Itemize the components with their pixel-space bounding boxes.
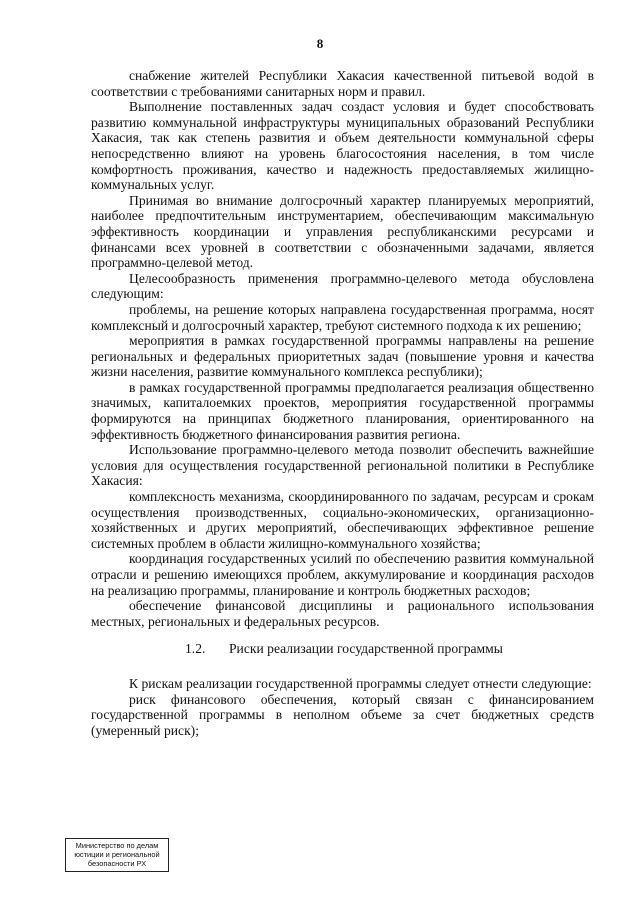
- paragraph: К рискам реализации государственной программы следует отнести следующие:: [129, 675, 592, 691]
- list-item: риск финансового обеспечения, который связан с финансированием государственной программы в неполном объеме за счет бюджетных средств (умеренный риск);: [91, 691, 594, 738]
- page-number: 8: [316, 36, 324, 51]
- list-item: обеспечение финансовой дисциплины и рационального использования местных, региональных и федеральных ресурсов.: [91, 598, 594, 629]
- paragraph: Выполнение поставленных задач создаст условия и будет способствовать развитию коммунальной инфраструктуры муниципальных образований Республики Хакасия, так как степень развития и объем деятельности коммунальной сферы непосредственно влияют на уровень благосостояния населения, в том числе комфортность проживания, качество и надежность предоставляемых жилищно-коммунальных услуг.: [91, 99, 594, 193]
- paragraph: Принимая во внимание долгосрочный характер планируемых мероприятий, наиболее предпочтительным инструментарием, обеспечивающим максимальную эффективность координации и управления республиканскими ресурсами и финансами всех уровней в соответствии с обозначенными задачами, является программно-целевой метод.: [91, 192, 594, 271]
- list-item: комплексность механизма, скоординированного по задачам, ресурсам и срокам осуществления производственных, социально-экономических, организационно-хозяйственных и других мероприятий, обеспечивающих эффективное решение системных проблем в области жилищно-коммунального хозяйства;: [91, 489, 594, 551]
- paragraph: Целесообразность применения программно-целевого метода обусловлена следующим:: [91, 270, 594, 302]
- section-heading: [91, 641, 594, 657]
- list-item: координация государственных усилий по обеспечению развития коммунальной отрасли и решению имеющихся проблем, аккумулирование и координация расходов на реализацию программы, планирование и контроль бюджетных расходов;: [91, 551, 594, 598]
- ministry-stamp: [65, 838, 169, 872]
- stamp-line: Министерство по делам: [75, 841, 159, 850]
- list-item: в рамках государственной программы предполагается реализация общественно значимых, капиталоемких проектов, мероприятия государственной программы формируются на принципах бюджетного планирования, ориентированного на эффективность бюджетного финансирования развития региона.: [91, 379, 594, 442]
- paragraph: снабжение жителей Республики Хакасия качественной питьевой водой в соответствии с требованиями санитарных норм и правил.: [91, 68, 594, 99]
- paragraph: Использование программно-целевого метода позволит обеспечить важнейшие условия для осуществления государственной региональной политики в Республике Хакасия:: [91, 442, 594, 489]
- section-title: Риски реализации государственной программы: [229, 641, 503, 657]
- list-item: мероприятия в рамках государственной программы направлены на решение региональных и федеральных приоритетных задач (повышение уровня и качества жизни населения, развитие коммунального комплекса республики);: [91, 333, 594, 380]
- stamp-line: юстиции и региональной: [74, 850, 160, 859]
- document-body: [91, 68, 594, 738]
- stamp-line: безопасности РХ: [87, 859, 147, 868]
- list-item: проблемы, на решение которых направлена государственная программа, носят комплексный и долгосрочный характер, требуют системного подхода к их решению;: [91, 301, 594, 333]
- section-number: 1.2.: [185, 641, 206, 657]
